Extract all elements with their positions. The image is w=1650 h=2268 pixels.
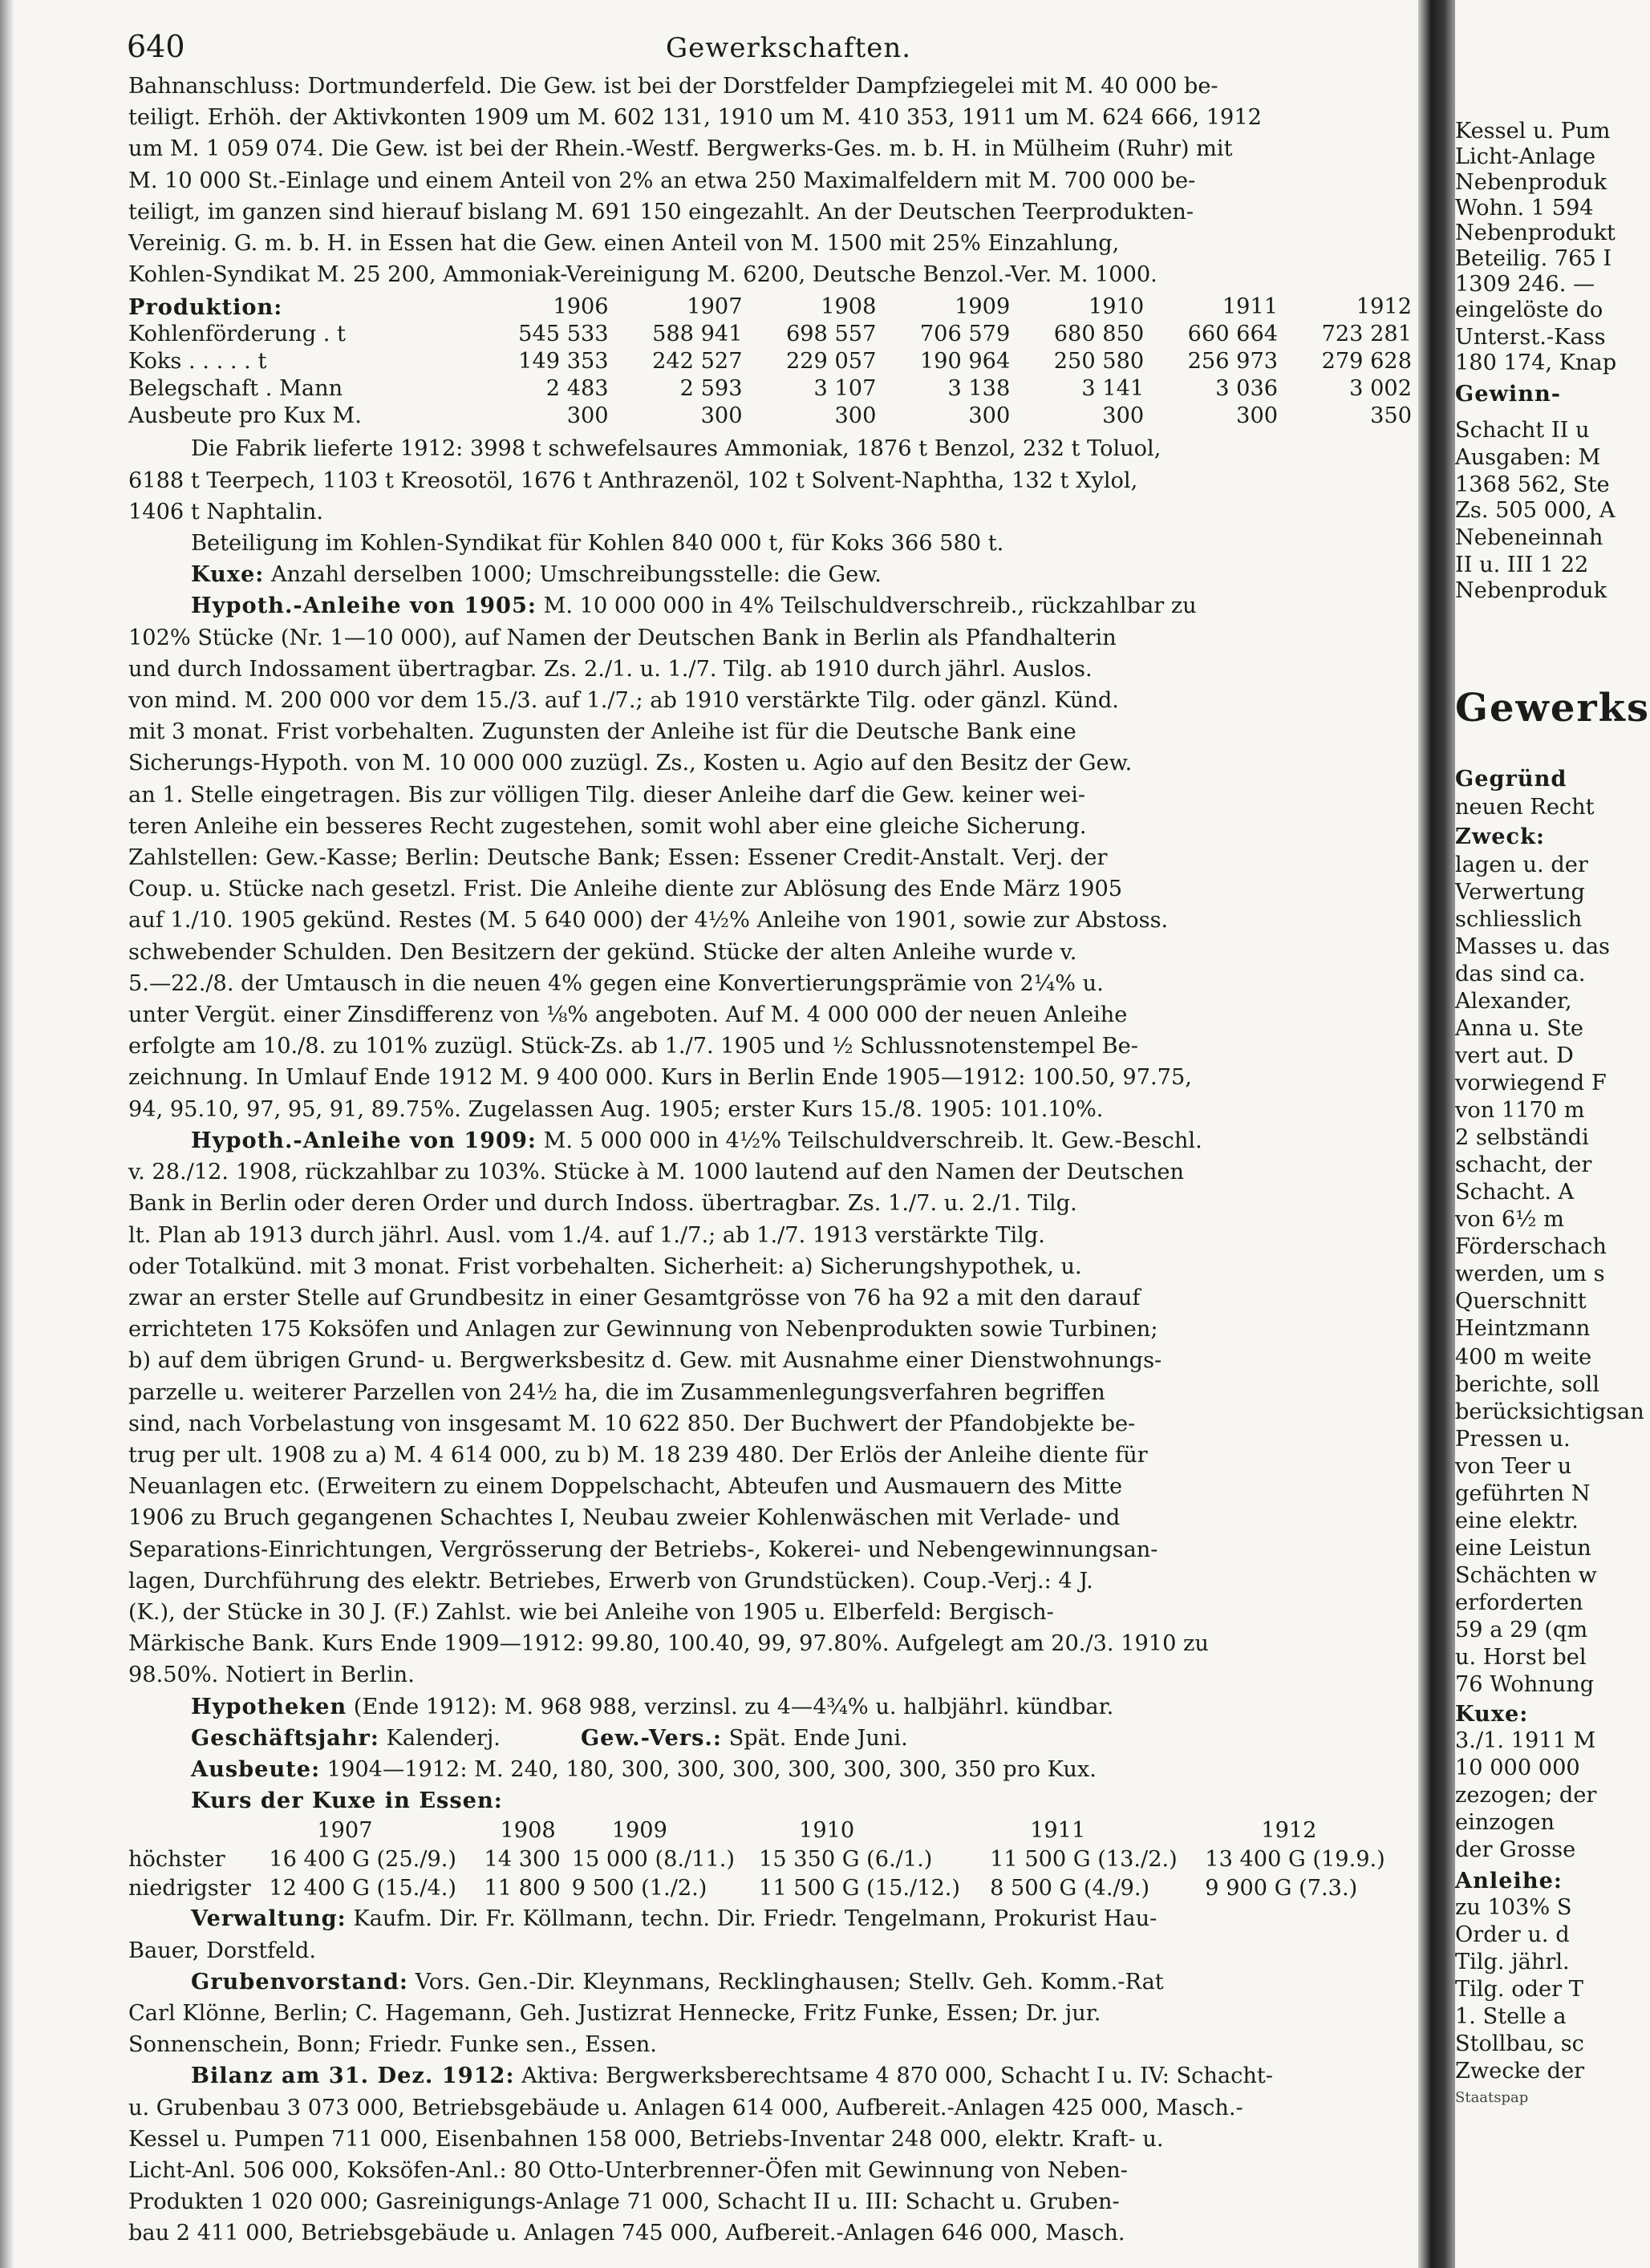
text-line: 59 a 29 (qm: [1455, 1618, 1588, 1642]
year-cell: 1909: [611, 1818, 667, 1844]
text-line: 98.50%. Notiert in Berlin.: [128, 1663, 415, 1688]
table-cell: 680 850: [1053, 322, 1145, 347]
text-line: der Grosse: [1455, 1837, 1576, 1862]
table-cell: 11 500 G (15./12.): [759, 1876, 961, 1901]
table-cell: 15 000 (8./11.): [571, 1847, 736, 1873]
table-cell: 14 300: [484, 1847, 561, 1873]
text-line: eine Leistun: [1455, 1536, 1591, 1561]
table-cell: 350: [1370, 403, 1412, 429]
text-line: Nebenprodukt: [1455, 221, 1616, 245]
text-line: Licht-Anl. 506 000, Koksöfen-Anl.: 80 Otto-Unterbrenner-Öfen mit Gewinnung von Neben-: [128, 2157, 1128, 2183]
text-line: vorwiegend F: [1455, 1071, 1607, 1096]
kuxe-heading: Kuxe:: [191, 561, 265, 588]
table-cell: 300: [1102, 403, 1145, 429]
table-row: [128, 375, 1412, 403]
page-header: [128, 24, 1412, 71]
table-cell: 300: [968, 403, 1011, 429]
text-line: 1. Stelle a: [1455, 2004, 1567, 2029]
text-line: 1309 246. —: [1455, 272, 1595, 297]
production-label: Produktion:: [128, 294, 283, 321]
table-cell: 8 500 G (4./9.): [990, 1876, 1150, 1901]
text-line: 400 m weite: [1455, 1345, 1592, 1370]
table-cell: 11 800: [484, 1876, 561, 1901]
text-line: lagen u. der: [1455, 853, 1588, 877]
row-label: Kohlenförderung . t: [128, 322, 346, 347]
text-line: oder Totalkünd. mit 3 monat. Frist vorbehalten. Sicherheit: a) Sicherungshypothek, u.: [128, 1253, 1082, 1279]
table-cell: 300: [834, 403, 877, 429]
text-line: schwebender Schulden. Den Besitzern der gekünd. Stücke der alten Anleihe wurde v.: [128, 939, 1077, 965]
text-line: Stollbau, sc: [1455, 2031, 1584, 2056]
text-line: Kuxe:: [1455, 1701, 1529, 1727]
table-cell: 13 400 G (19.9.): [1205, 1847, 1385, 1873]
text-line: 3./1. 1911 M: [1455, 1728, 1596, 1753]
text-line: Tilg. jährl.: [1455, 1950, 1570, 1974]
table-cell: 545 533: [518, 322, 609, 347]
hypotheken-text: (Ende 1912): M. 968 988, verzinsl. zu 4—4¾% u. halbjährl. kündbar.: [347, 1694, 1114, 1719]
section-heading: Gewerks: [1455, 686, 1650, 731]
text-line: lt. Plan ab 1913 durch jährl. Ausl. vom 1./4. auf 1./7.; ab 1./7. 1913 verstärkte Tilg.: [128, 1222, 1045, 1248]
text-line: Alexander,: [1455, 989, 1572, 1014]
year-cell: 1911: [1030, 1818, 1086, 1844]
table-cell: 3 138: [947, 376, 1011, 402]
year-cell: 1911: [1222, 294, 1279, 320]
text-line: an 1. Stelle eingetragen. Bis zur völligen Tilg. dieser Anleihe darf die Gew. keiner wei-: [128, 782, 1086, 808]
table-cell: 698 557: [785, 322, 877, 347]
kurs-table: [128, 1816, 1412, 1903]
hypotheken-line: [128, 1691, 1412, 1723]
table-cell: 15 350 G (6./1.): [759, 1847, 933, 1873]
table-row: [128, 348, 1412, 375]
text-line: Gewinn-: [1455, 381, 1562, 407]
ausbeute-text: 1904—1912: M. 240, 180, 300, 300, 300, 300, 300, 300, 350 pro Kux.: [320, 1756, 1097, 1782]
text-line: [128, 1125, 1412, 1156]
text-line: 1406 t Naphtalin.: [128, 499, 323, 524]
text-line: Pressen u.: [1455, 1427, 1571, 1452]
anleihe-1905-heading: Hypoth.-Anleihe von 1905:: [191, 593, 537, 619]
verwaltung-text: Kaufm. Dir. Fr. Köllmann, techn. Dir. Friedr. Tengelmann, Prokurist Hau-: [346, 1906, 1157, 1932]
text-line: Nebenproduk: [1455, 578, 1607, 603]
text-line: [128, 1966, 1412, 1998]
year-cell: 1909: [955, 294, 1011, 320]
table-cell: 660 664: [1187, 322, 1279, 347]
text-line: berücksichtigsan: [1455, 1399, 1644, 1424]
text-line: Licht-Anlage: [1455, 144, 1596, 169]
table-cell: 9 500 (1./2.): [571, 1876, 707, 1901]
bilanz-text: Aktiva: Bergwerksberechtsame 4 870 000, Schacht I u. IV: Schacht-: [514, 2063, 1273, 2089]
text-line: Zweck:: [1455, 824, 1545, 849]
text-line: Produkten 1 020 000; Gasreinigungs-Anlage 71 000, Schacht II u. III: Schacht u. Gruben-: [128, 2189, 1120, 2215]
text-line: werden, um s: [1455, 1262, 1605, 1286]
text-line: Beteilig. 765 I: [1455, 246, 1612, 271]
page-title: Gewerkschaften.: [666, 32, 912, 64]
text-line: Ausgaben: M: [1455, 445, 1601, 470]
text-line: II u. III 1 22: [1455, 553, 1589, 577]
kuxe-line: [128, 559, 1412, 590]
table-row: [128, 403, 1412, 430]
row-label: Koks . . . . . t: [128, 349, 267, 375]
text-line: Gegründ: [1455, 766, 1567, 792]
table-cell: 242 527: [652, 349, 743, 375]
geschaeftsjahr-line: [128, 1723, 1412, 1754]
text-line: Schächten w: [1455, 1563, 1597, 1588]
text-line: Unterst.-Kass: [1455, 325, 1606, 350]
empty-cell: [128, 1816, 269, 1845]
beteiligung-line: Beteiligung im Kohlen-Syndikat für Kohlen 840 000 t, für Koks 366 580 t.: [191, 531, 1004, 557]
text-line: parzelle u. weiterer Parzellen von 24½ ha, die im Zusammenlegungsverfahren begriffen: [128, 1379, 1105, 1405]
text-line: einzogen: [1455, 1810, 1555, 1835]
text-line: vert aut. D: [1455, 1043, 1574, 1068]
text-line: Neuanlagen etc. (Erweitern zu einem Doppelschacht, Abteufen und Ausmauern des Mitte: [128, 1474, 1123, 1500]
text-line: eingelöste do: [1455, 298, 1603, 322]
intro-section: [128, 71, 1412, 290]
year-cell: 1910: [1088, 294, 1145, 320]
row-label: höchster: [128, 1847, 225, 1873]
text-line: Zahlstellen: Gew.-Kasse; Berlin: Deutsche Bank; Essen: Essener Credit-Anstalt. Verj. der: [128, 845, 1108, 871]
text-line: trug per ult. 1908 zu a) M. 4 614 000, zu b) M. 18 239 480. Der Erlös der Anleihe diente für: [128, 1442, 1148, 1468]
text-line: von 1170 m: [1455, 1098, 1585, 1123]
table-cell: 588 941: [652, 322, 743, 347]
text-line: zeichnung. In Umlauf Ende 1912 M. 9 400 000. Kurs in Berlin Ende 1905—1912: 100.50, 97.75,: [128, 1065, 1192, 1091]
text-line: b) auf dem übrigen Grund- u. Bergwerksbesitz d. Gew. mit Ausnahme einer Dienstwohnungs-: [128, 1348, 1162, 1374]
table-row: [128, 1845, 1412, 1874]
text-line: u. Horst bel: [1455, 1645, 1587, 1670]
text-line: 2 selbständi: [1455, 1125, 1589, 1150]
text-line: zu 103% S: [1455, 1895, 1572, 1920]
text-line: [128, 2060, 1412, 2092]
verwaltung-heading: Verwaltung:: [191, 1906, 347, 1932]
text-line: erfolgte am 10./8. zu 101% zuzügl. Stück-Zs. ab 1./7. 1905 und ½ Schlussnotenstempel Be-: [128, 1034, 1138, 1059]
table-cell: 279 628: [1321, 349, 1412, 375]
text-line: 6188 t Teerpech, 1103 t Kreosotöl, 1676 t Anthrazenöl, 102 t Solvent-Naphtha, 132 t Xylol,: [128, 468, 1138, 493]
year-cell: 1906: [553, 294, 609, 320]
text-line: Heintzmann: [1455, 1316, 1591, 1341]
table-cell: 3 036: [1215, 376, 1279, 402]
table-cell: 256 973: [1187, 349, 1279, 375]
text-line: schacht, der: [1455, 1152, 1592, 1177]
table-row: [128, 1874, 1412, 1903]
text-line: 1906 zu Bruch gegangenen Schachtes I, Neubau zweier Kohlenwäschen mit Verlade- und: [128, 1505, 1121, 1531]
anleihe-text: M. 10 000 000 in 4% Teilschuldverschreib., rückzahlbar zu: [536, 593, 1197, 619]
text-line: 76 Wohnung: [1455, 1672, 1595, 1697]
text-line: Bank in Berlin oder deren Order und durch Indoss. übertragbar. Zs. 1./7. u. 2./1. Tilg.: [128, 1191, 1077, 1217]
text-line: Nebeneinnah: [1455, 525, 1603, 550]
text-line: Anleihe:: [1455, 1868, 1563, 1893]
text-line: Separations-Einrichtungen, Vergrösserung der Betriebs-, Kokerei- und Nebengewinnungsan-: [128, 1537, 1158, 1562]
text-line: von 6½ m: [1455, 1207, 1564, 1232]
text-line: bau 2 411 000, Betriebsgebäude u. Anlagen 745 000, Aufbereit.-Anlagen 646 000, Masch.: [128, 2221, 1125, 2246]
next-page-fragment: [1455, 0, 1650, 2268]
text-line: schliesslich: [1455, 907, 1583, 932]
ausbeute-heading: Ausbeute:: [191, 1756, 321, 1782]
text-line: von mind. M. 200 000 vor dem 15./3. auf 1./7.; ab 1910 verstärkte Tilg. oder gänzl. Künd.: [128, 688, 1119, 714]
grubenvorstand-text: Vors. Gen.-Dir. Kleynmans, Recklinghausen; Stellv. Geh. Komm.-Rat: [407, 1969, 1164, 1995]
year-cell: 1908: [821, 294, 877, 320]
text-line: Nebenproduk: [1455, 170, 1607, 195]
text-line: Order u. d: [1455, 1922, 1570, 1947]
table-cell: 229 057: [785, 349, 877, 375]
table-cell: 2 483: [545, 376, 609, 402]
text-line: Schacht. A: [1455, 1180, 1575, 1205]
text-line: unter Vergüt. einer Zinsdifferenz von ⅛% angeboten. Auf M. 4 000 000 der neuen Anleihe: [128, 1002, 1128, 1028]
anleihe-text: M. 5 000 000 in 4½% Teilschuldverschreib. lt. Gew.-Beschl.: [536, 1128, 1202, 1153]
hypotheken-heading: Hypotheken: [191, 1693, 347, 1719]
text-line: 1368 562, Ste: [1455, 472, 1610, 497]
table-cell: 9 900 G (7.3.): [1205, 1876, 1358, 1901]
text-line: Vereinig. G. m. b. H. in Essen hat die Gew. einen Anteil von M. 1500 mit 25% Einzahlung,: [128, 231, 1120, 257]
text-line: teiligt, im ganzen sind hierauf bislang M. 691 150 eingezahlt. An der Deutschen Teerprodukten-: [128, 199, 1194, 225]
anleihe-1909-section: [128, 1125, 1412, 1691]
text-line: Anna u. Ste: [1455, 1016, 1583, 1041]
text-line: 10 000 000: [1455, 1756, 1580, 1780]
text-line: Förderschach: [1455, 1234, 1607, 1259]
year-cell: 1908: [500, 1818, 556, 1844]
text-line: lagen, Durchführung des elektr. Betriebes, Erwerb von Grundstücken). Coup.-Verj.: 4 J.: [128, 1568, 1093, 1594]
text-line: 102% Stücke (Nr. 1—10 000), auf Namen der Deutschen Bank in Berlin als Pfandhalterin: [128, 625, 1117, 650]
production-header-row: [128, 294, 1412, 321]
text-line: Märkische Bank. Kurs Ende 1909—1912: 99.80, 100.40, 99, 97.80%. Aufgelegt am 20./3. 1910 zu: [128, 1631, 1209, 1657]
anleihe-1909-heading: Hypoth.-Anleihe von 1909:: [191, 1127, 537, 1153]
text-line: geführten N: [1455, 1481, 1591, 1506]
table-cell: 190 964: [919, 349, 1011, 375]
grubenvorstand-heading: Grubenvorstand:: [191, 1968, 408, 1995]
geschaeftsjahr-heading: Geschäftsjahr:: [191, 1724, 379, 1751]
text-line: auf 1./10. 1905 gekünd. Restes (M. 5 640 000) der 4½% Anleihe von 1901, sowie zur Abstoss.: [128, 908, 1169, 934]
text-line: Die Fabrik lieferte 1912: 3998 t schwefelsaures Ammoniak, 1876 t Benzol, 232 t Toluol,: [191, 436, 1161, 462]
text-line: Zwecke der: [1455, 2059, 1585, 2084]
gew-vers-text: Spät. Ende Juni.: [721, 1725, 908, 1751]
text-line: von Teer u: [1455, 1454, 1572, 1479]
book-gutter-shadow: [1418, 0, 1455, 2268]
text-line: (K.), der Stücke in 30 J. (F.) Zahlst. wie bei Anleihe von 1905 u. Elberfeld: Bergisch-: [128, 1599, 1054, 1625]
text-line: Sonnenschein, Bonn; Friedr. Funke sen., Essen.: [128, 2032, 657, 2058]
text-line: Wohn. 1 594: [1455, 196, 1594, 221]
text-line: 5.—22./8. der Umtausch in die neuen 4% gegen eine Konvertierungsprämie von 2¼% u.: [128, 970, 1104, 996]
year-cell: 1912: [1356, 294, 1412, 320]
text-line: M. 10 000 St.-Einlage und einem Anteil von 2% an etwa 250 Maximalfeldern mit M. 700 000 be-: [128, 168, 1196, 193]
row-label: Ausbeute pro Kux M.: [128, 403, 362, 429]
table-cell: 149 353: [518, 349, 609, 375]
table-cell: 3 107: [813, 376, 877, 402]
year-cell: 1910: [799, 1818, 855, 1844]
text-line: zwar an erster Stelle auf Grundbesitz in einer Gesamtgrösse von 76 ha 92 a mit den darauf: [128, 1285, 1141, 1310]
text-line: Bauer, Dorstfeld.: [128, 1938, 317, 1963]
text-line: berichte, soll: [1455, 1372, 1599, 1397]
text-line: sind, nach Vorbelastung von insgesamt M. 10 622 850. Der Buchwert der Pfandobjekte be-: [128, 1411, 1136, 1436]
text-line: Masses u. das: [1455, 934, 1610, 959]
table-cell: 300: [566, 403, 609, 429]
table-cell: 2 593: [679, 376, 743, 402]
text-line: [128, 1903, 1412, 1934]
row-label: niedrigster: [128, 1876, 251, 1901]
table-cell: 300: [1236, 403, 1279, 429]
ausbeute-line: [128, 1754, 1412, 1785]
anleihe-1905-section: [128, 590, 1412, 1124]
text-line: und durch Indossament übertragbar. Zs. 2./1. u. 1./7. Tilg. ab 1910 durch jährl. Auslos.: [128, 656, 1093, 682]
text-line: Bahnanschluss: Dortmunderfeld. Die Gew. ist bei der Dorstfelder Dampfziegelei mit M. 40 000 be-: [128, 74, 1218, 99]
fabrik-section: [128, 433, 1412, 590]
text-line: Coup. u. Stücke nach gesetzl. Frist. Die Anleihe diente zur Ablösung des Ende März 1905: [128, 877, 1123, 902]
kurs-heading: Kurs der Kuxe in Essen:: [191, 1788, 503, 1814]
text-line: neuen Recht: [1455, 795, 1595, 820]
table-cell: 300: [700, 403, 743, 429]
table-cell: 11 500 G (13./2.): [990, 1847, 1178, 1873]
text-line: Verwertung: [1455, 880, 1585, 905]
text-line: teiligt. Erhöh. der Aktivkonten 1909 um M. 602 131, 1910 um M. 410 353, 1911 um M. 624 666, 1912: [128, 105, 1262, 131]
table-cell: 723 281: [1321, 322, 1412, 347]
text-line: [128, 590, 1412, 622]
row-label: Belegschaft . Mann: [128, 376, 343, 402]
text-line: das sind ca.: [1455, 962, 1586, 986]
gew-vers-heading: Gew.-Vers.:: [580, 1724, 722, 1751]
table-cell: 16 400 G (25./9.): [269, 1847, 456, 1873]
misc-section: [128, 1691, 1412, 1817]
geschaeftsjahr-text: Kalenderj.: [379, 1725, 501, 1751]
table-cell: 3 002: [1349, 376, 1412, 402]
page-edge-shadow: [0, 0, 14, 2268]
bilanz-heading: Bilanz am 31. Dez. 1912:: [191, 2063, 515, 2089]
text-line: Sicherungs-Hypoth. von M. 10 000 000 zuzügl. Zs., Kosten u. Agio auf den Besitz der Gew.: [128, 751, 1133, 776]
text-line: Zs. 505 000, A: [1455, 498, 1616, 523]
verwaltung-section: [128, 1903, 1412, 2249]
text-line: Querschnitt: [1455, 1289, 1587, 1314]
text-line: Tilg. oder T: [1455, 1977, 1583, 2002]
table-cell: 706 579: [919, 322, 1011, 347]
text-line: eine elektr.: [1455, 1509, 1579, 1533]
table-cell: 250 580: [1053, 349, 1145, 375]
year-cell: 1912: [1261, 1818, 1317, 1844]
text-line: v. 28./12. 1908, rückzahlbar zu 103%. Stücke à M. 1000 lautend auf den Namen der Deutschen: [128, 1160, 1184, 1185]
text-line: erforderten: [1455, 1590, 1583, 1615]
table-cell: 3 141: [1081, 376, 1145, 402]
text-line: Staatspap: [1455, 2089, 1529, 2106]
production-table: [128, 294, 1412, 430]
text-line: Kessel u. Pum: [1455, 119, 1611, 144]
text-line: Schacht II u: [1455, 418, 1590, 443]
text-line: errichteten 175 Koksöfen und Anlagen zur Gewinnung von Nebenprodukten sowie Turbinen;: [128, 1317, 1158, 1343]
table-row: [128, 321, 1412, 348]
text-line: Carl Klönne, Berlin; C. Hagemann, Geh. Justizrat Hennecke, Fritz Funke, Essen; Dr. jur.: [128, 2000, 1101, 2026]
text-line: Kohlen-Syndikat M. 25 200, Ammoniak-Vereinigung M. 6200, Deutsche Benzol.-Ver. M. 1000.: [128, 262, 1157, 288]
text-line: u. Grubenbau 3 073 000, Betriebsgebäude u. Anlagen 614 000, Aufbereit.-Anlagen 425 000, Masch.-: [128, 2095, 1243, 2120]
left-column: [128, 24, 1412, 2250]
page-number: 640: [127, 29, 185, 64]
kurs-header-row: [128, 1816, 1412, 1845]
text-line: teren Anleihe ein besseres Recht zugestehen, somit wohl aber eine gleiche Sicherung.: [128, 813, 1087, 839]
kuxe-text: Anzahl derselben 1000; Umschreibungsstelle: die Gew.: [264, 562, 882, 588]
text-line: um M. 1 059 074. Die Gew. ist bei der Rhein.-Westf. Bergwerks-Ges. m. b. H. in Mülheim (Ruhr) mit: [128, 136, 1233, 162]
text-line: zezogen; der: [1455, 1783, 1597, 1808]
text-line: 94, 95.10, 97, 95, 91, 89.75%. Zugelassen Aug. 1905; erster Kurs 15./8. 1905: 101.10%.: [128, 1096, 1104, 1122]
text-line: 180 174, Knap: [1455, 350, 1617, 375]
year-cell: 1907: [317, 1818, 373, 1844]
text-line: Kessel u. Pumpen 711 000, Eisenbahnen 158 000, Betriebs-Inventar 248 000, elektr. Kraft- u.: [128, 2126, 1164, 2152]
table-cell: 12 400 G (15./4.): [269, 1876, 456, 1901]
text-line: mit 3 monat. Frist vorbehalten. Zugunsten der Anleihe ist für die Deutsche Bank eine: [128, 719, 1076, 745]
year-cell: 1907: [687, 294, 743, 320]
